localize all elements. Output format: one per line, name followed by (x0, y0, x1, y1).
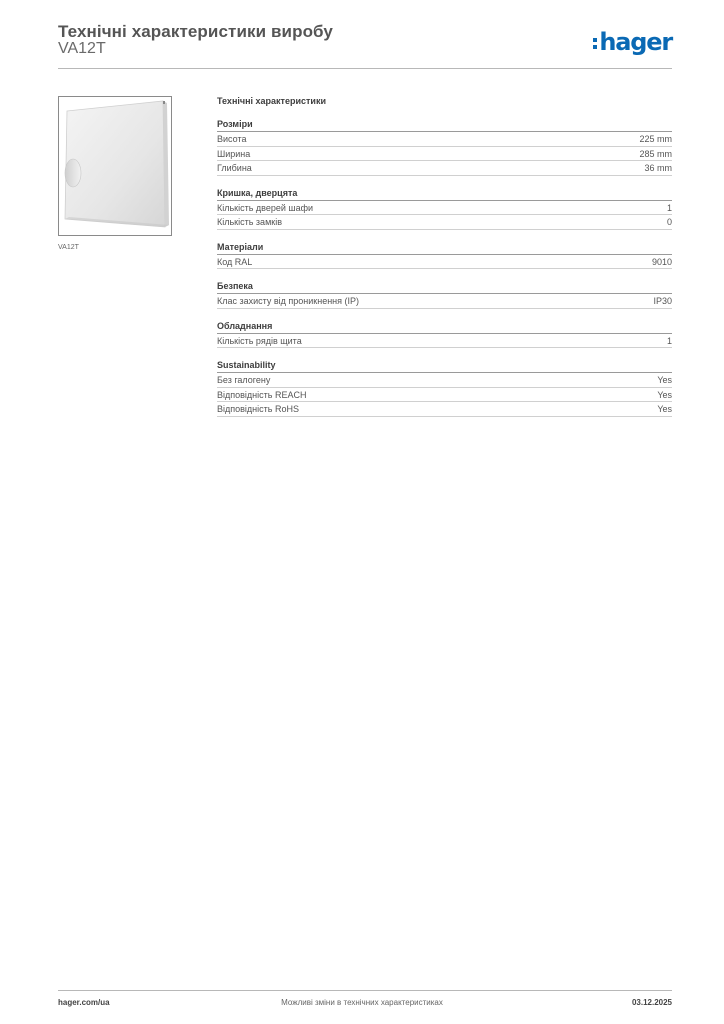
spec-label: Кількість дверей шафи (217, 202, 314, 213)
spec-row (217, 215, 672, 230)
logo-wordmark: hager (599, 28, 672, 56)
spec-row (217, 294, 672, 309)
footer-divider (58, 990, 672, 991)
logo-mark-icon (593, 38, 597, 49)
spec-group-cover-door (217, 187, 672, 230)
spec-label: Код RAL (217, 256, 253, 267)
header-divider (58, 68, 672, 69)
spec-row (217, 147, 672, 162)
spec-value: Yes (657, 375, 672, 385)
spec-group-materials (217, 241, 672, 270)
footer-website-link[interactable]: hager.com/ua (58, 998, 110, 1007)
spec-value: 225 mm (639, 134, 672, 144)
specifications-heading: Технічні характеристики (217, 96, 326, 106)
spec-value: 1 (666, 202, 672, 213)
spec-value: Yes (657, 389, 672, 400)
spec-group-sustainability (217, 359, 672, 417)
spec-row (217, 255, 672, 270)
spec-row (217, 388, 672, 403)
spec-row (217, 161, 672, 176)
spec-row (217, 373, 672, 388)
product-image (58, 96, 172, 236)
page-title: Технічні характеристики виробу (58, 22, 333, 41)
spec-value: 0 (666, 217, 672, 227)
spec-group-title: Розміри (217, 118, 672, 132)
spec-row (217, 334, 672, 349)
product-code: VA12T (58, 40, 106, 57)
spec-label: Кількість рядів щита (217, 335, 302, 346)
spec-value: IP30 (653, 296, 672, 306)
spec-label: Ширина (217, 148, 251, 159)
spec-label: Відповідність RoHS (217, 404, 299, 414)
spec-group-title: Обладнання (217, 320, 672, 334)
footer-notice: Можливі зміни в технічних характеристиках (281, 998, 443, 1007)
specifications-section (217, 94, 672, 428)
footer-date: 03.12.2025 (631, 998, 672, 1007)
spec-label: Без галогену (217, 375, 271, 385)
spec-row (217, 201, 672, 216)
spec-group-dimensions (217, 118, 672, 176)
spec-label: Глибина (217, 163, 252, 173)
spec-group-title: Безпека (217, 280, 672, 294)
spec-label: Клас захисту від проникнення (IP) (217, 296, 360, 306)
spec-value: Yes (657, 404, 672, 414)
spec-group-safety (217, 280, 672, 309)
spec-group-title: Матеріали (217, 241, 672, 255)
spec-value: 1 (666, 335, 672, 346)
enclosure-door-icon (59, 97, 171, 235)
spec-value: 285 mm (639, 148, 672, 159)
spec-value: 9010 (651, 256, 672, 267)
spec-label: Відповідність REACH (217, 389, 307, 400)
spec-row (217, 132, 672, 147)
spec-label: Кількість замків (217, 217, 282, 227)
spec-group-title: Кришка, дверцята (217, 187, 672, 201)
spec-group-equipment (217, 320, 672, 349)
spec-value: 36 mm (644, 163, 672, 173)
spec-group-title: Sustainability (217, 359, 672, 373)
spec-label: Висота (217, 134, 247, 144)
product-image-caption: VA12T (58, 244, 79, 251)
hager-logo (593, 28, 672, 56)
spec-row (217, 402, 672, 417)
